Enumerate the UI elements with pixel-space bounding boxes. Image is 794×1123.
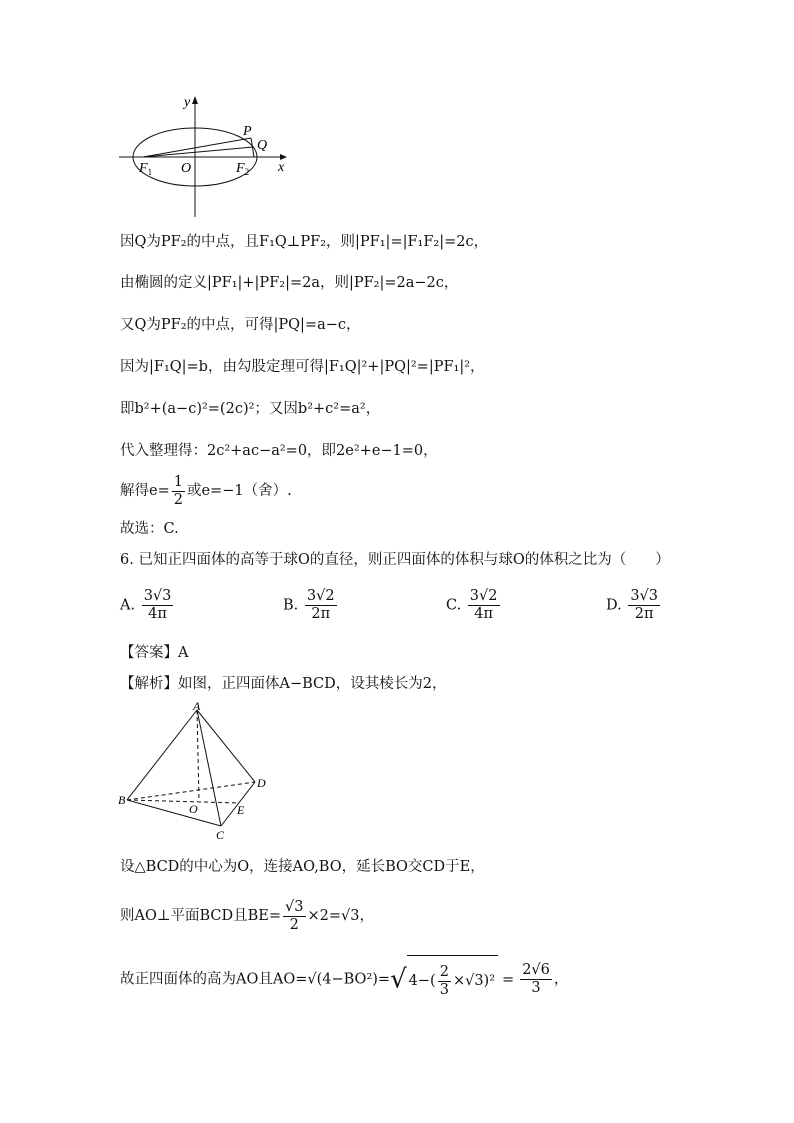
edge-a-b — [127, 710, 197, 800]
label-c: C — [216, 828, 225, 842]
label-d: D — [257, 776, 266, 790]
label-x: x — [278, 160, 285, 175]
label-o: O — [189, 802, 198, 816]
edge-b-c — [127, 800, 221, 826]
solution-step-1: 设△BCD的中心为O，连接AO,BO，延长BO交CD于E， — [120, 859, 485, 875]
solution-step-3: 故正四面体的高为AO且AO=√(4−BO²)=√ 4−( $\frac{2}{3}$ ×√3)² = $\frac{2√6}{3}$ ， — [120, 955, 568, 1004]
edge-b-d-hidden — [127, 782, 255, 800]
solution-line-3: 又Q为PF₂的中点，可得|PQ|=a−c， — [120, 317, 361, 333]
option-c: C. $\frac{3√2}{4\pi}$ — [446, 588, 498, 622]
solution-line-8: 故选：C. — [120, 521, 179, 537]
label-b: B — [118, 793, 126, 807]
segment-f1-q — [143, 147, 253, 157]
segment-b-e-hidden — [127, 800, 239, 803]
solution-line-7: 解得e= $\frac{1}{2}$ 或e=−1（舍）. — [120, 473, 292, 508]
edge-a-d — [197, 710, 255, 782]
y-axis-arrow — [192, 96, 198, 104]
answer-line: 【答案】A — [120, 645, 189, 661]
option-a: A. $\frac{3√3}{4\pi}$ — [120, 588, 172, 622]
segment-a-o-hidden — [197, 710, 199, 800]
label-e: E — [237, 803, 245, 817]
label-f2: $F_2$ — [236, 161, 250, 177]
solution-step-2: 则AO⊥平面BCD且BE= $\frac{√3}{2}$ ×2=√3， — [120, 898, 374, 933]
option-d: D. $\frac{3√3}{2\pi}$ — [606, 588, 659, 622]
solution-line-2: 由椭圆的定义|PF₁|+|PF₂|=2a，则|PF₂|=2a−2c， — [120, 275, 459, 291]
solution-line-6: 代入整理得：2c²+ac−a²=0，即2e²+e−1=0， — [120, 443, 438, 459]
segment-f1-p — [143, 138, 251, 157]
label-a: A — [193, 700, 201, 713]
solution-line-1: 因Q为PF₂的中点，且F₁Q⊥PF₂，则|PF₁|=|F₁F₂|=2c， — [120, 234, 489, 250]
edge-a-c — [197, 710, 221, 826]
question-6-text: 6. 已知正四面体的高等于球O的直径，则正四面体的体积与球O的体积之比为（ ） — [120, 552, 670, 568]
label-q: Q — [257, 138, 268, 153]
solution-line-5: 即b²+(a−c)²=(2c)²；又因b²+c²=a²， — [120, 401, 381, 417]
fraction-one-half: $\frac{1}{2}$ — [173, 473, 183, 508]
label-o: O — [181, 161, 192, 176]
label-y: y — [184, 95, 191, 110]
tetrahedron-figure — [115, 700, 275, 845]
option-b: B. $\frac{3√2}{2\pi}$ — [283, 588, 335, 622]
label-f1: $F_1$ — [139, 161, 153, 177]
ellipse-figure — [115, 90, 295, 220]
solution-line-4: 因为|F₁Q|=b，由勾股定理可得|F₁Q|²+|PQ|²=|PF₁|²， — [120, 359, 485, 375]
analysis-line: 【解析】如图，正四面体A−BCD，设其棱长为2， — [120, 676, 447, 692]
label-p: P — [243, 124, 252, 139]
